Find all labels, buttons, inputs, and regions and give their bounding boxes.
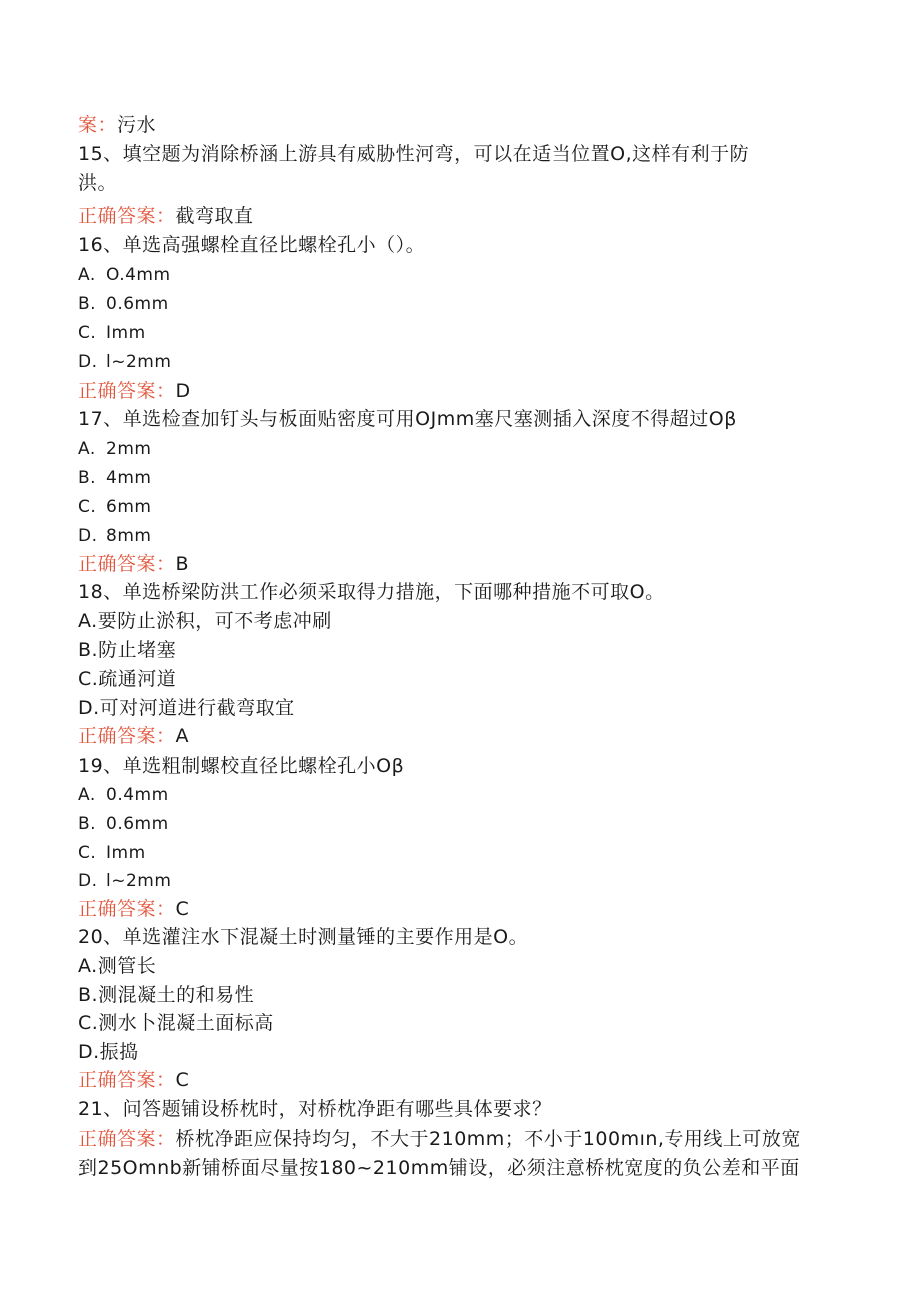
answer-text: 截弯取直 — [175, 205, 254, 227]
option-line — [78, 350, 171, 374]
answer-text: A — [175, 725, 190, 747]
option-line: D.可对河道进行截弯取宜 — [78, 697, 295, 719]
answer-line — [78, 724, 189, 748]
option-line: A.测管长 — [78, 955, 157, 977]
answer-label: 正确答案： — [78, 1069, 176, 1091]
answer-label: 正确答案： — [78, 725, 176, 747]
option-letter: B. — [78, 294, 97, 314]
option-text: Imm — [106, 323, 146, 343]
option-text: l~2mm — [106, 352, 172, 372]
option-text: O.4mm — [106, 265, 171, 285]
answer-line — [78, 113, 156, 137]
answer-line — [78, 379, 191, 403]
option-text: 0.6mm — [106, 294, 169, 314]
answer-label: 正确答案： — [78, 1128, 176, 1150]
option-line: C.疏通河道 — [78, 668, 177, 690]
option-letter: D. — [78, 352, 98, 372]
option-line — [78, 321, 146, 345]
answer-text: D — [175, 380, 191, 402]
option-line — [78, 466, 151, 490]
option-text: 4mm — [106, 468, 152, 488]
option-text: 0.6mm — [106, 814, 169, 834]
option-letter: A. — [78, 785, 96, 805]
option-text: Imm — [106, 843, 146, 863]
answer-label: 案： — [78, 114, 118, 136]
question-line: 15、填空题为消除桥涵上游具有威胁性河弯，可以在适当位置O,这样有利于防 — [78, 143, 750, 165]
option-text: 2mm — [106, 439, 152, 459]
option-letter: B. — [78, 468, 97, 488]
question-line: 18、单选桥梁防洪工作必须采取得力措施，下面哪种措施不可取O。 — [78, 581, 665, 603]
answer-label: 正确答案： — [78, 553, 176, 575]
option-line — [78, 783, 169, 807]
answer-line — [78, 204, 254, 228]
answer-continuation-line: 到25Omnb新铺桥面尽量按180~210mm铺设，必须注意桥枕宽度的负公差和平面 — [78, 1157, 800, 1179]
option-letter: A. — [78, 439, 96, 459]
option-line — [78, 524, 151, 548]
answer-line — [78, 1127, 801, 1151]
option-line: B.防止堵塞 — [78, 639, 177, 661]
option-line: D.振捣 — [78, 1041, 139, 1063]
option-line — [78, 812, 169, 836]
question-line: 17、单选检查加钉头与板面贴密度可用OJmm塞尺塞测插入深度不得超过Oβ — [78, 408, 737, 430]
answer-text: C — [175, 898, 190, 920]
answer-label: 正确答案： — [78, 205, 176, 227]
option-line: B.测混凝土的和易性 — [78, 984, 255, 1006]
option-line — [78, 869, 171, 893]
option-text: 6mm — [106, 497, 152, 517]
option-letter: C. — [78, 497, 97, 517]
answer-label: 正确答案： — [78, 380, 176, 402]
answer-label: 正确答案： — [78, 898, 176, 920]
option-letter: B. — [78, 814, 97, 834]
option-text: 0.4mm — [106, 785, 169, 805]
question-line: 16、单选高强螺栓直径比螺栓孔小（）。 — [78, 234, 426, 256]
option-text: 8mm — [106, 526, 152, 546]
answer-line — [78, 552, 189, 576]
option-letter: D. — [78, 871, 98, 891]
option-letter: C. — [78, 843, 97, 863]
option-line: A.要防止淤积，可不考虑冲刷 — [78, 610, 332, 632]
question-line: 19、单选粗制螺校直径比螺栓孔小Oβ — [78, 755, 405, 777]
option-line — [78, 841, 146, 865]
answer-text: 桥枕净距应保持均匀，不大于210mm；不小于100mın,专用线上可放宽 — [175, 1128, 801, 1150]
option-letter: A. — [78, 265, 96, 285]
option-letter: D. — [78, 526, 98, 546]
answer-line — [78, 897, 189, 921]
answer-text: 污水 — [117, 114, 157, 136]
option-line: C.测水卜混凝土面标高 — [78, 1012, 274, 1034]
answer-text: B — [175, 553, 190, 575]
option-line — [78, 495, 151, 519]
option-line — [78, 292, 169, 316]
answer-line — [78, 1068, 189, 1092]
question-line: 21、问答题铺设桥枕时，对桥枕净距有哪些具体要求？ — [78, 1098, 552, 1120]
option-line — [78, 263, 171, 287]
option-line — [78, 437, 151, 461]
option-text: l~2mm — [106, 871, 172, 891]
answer-text: C — [175, 1069, 190, 1091]
question-line: 20、单选灌注水下混凝土时测量锤的主要作用是O。 — [78, 926, 529, 948]
question-line: 洪。 — [78, 172, 118, 194]
option-letter: C. — [78, 323, 97, 343]
